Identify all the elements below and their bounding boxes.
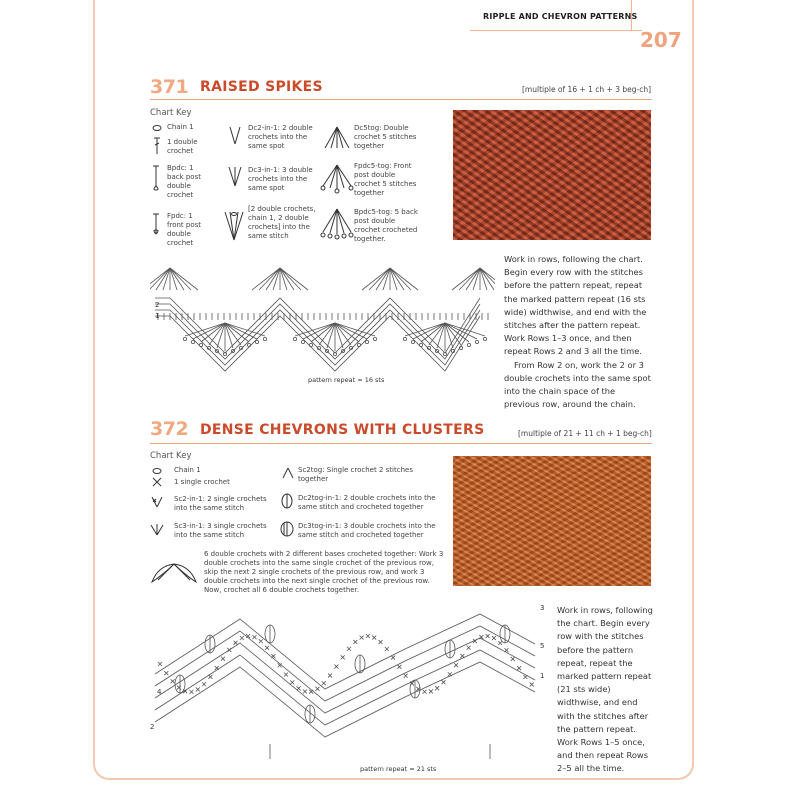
section-number: 372 xyxy=(150,418,189,440)
instruction-paragraph: Work in rows, following the chart. Begin every row with the stitches before the pattern repeat, repeat the marked pattern repeat (21 sts wide) widthwise, and end with the stitches after the pattern repeat. Work Rows 1–5 once, and then repeat Rows 2–5 all the time. xyxy=(557,605,653,774)
page-number: 207 xyxy=(640,28,682,52)
dc3tog-in-1-icon xyxy=(279,520,295,538)
sc2tog-icon xyxy=(281,466,295,480)
key-dc3tog: Dc3tog-in-1: 3 double crochets into the same stitch and crocheted together xyxy=(298,522,436,539)
instructions-371 xyxy=(504,253,652,411)
stitch-multiple: [multiple of 21 + 11 ch + 1 beg-ch] xyxy=(518,429,652,438)
dense-chevrons-swatch-photo xyxy=(453,456,651,586)
sc2-in-1-icon xyxy=(150,494,164,508)
key-dc: 1 double crochet xyxy=(167,138,198,155)
section-rule xyxy=(150,99,652,100)
key-dc3in1: Dc3-in-1: 3 double crochets into the same spot xyxy=(248,166,313,192)
key-dc-chain: [2 double crochets, chain 1, 2 double crochets] into the same stitch xyxy=(248,205,316,240)
row-label: 1 xyxy=(155,312,160,320)
row-label: 5 xyxy=(540,642,545,650)
sc3-in-1-icon xyxy=(150,522,164,536)
dc-chain-shell-icon xyxy=(222,208,246,242)
bpdc5tog-icon xyxy=(320,206,354,240)
chart-key-title: Chart Key xyxy=(150,108,192,118)
key-sc2tog: Sc2tog: Single crochet 2 stitches together xyxy=(298,466,413,483)
single-crochet-icon xyxy=(151,476,163,488)
raised-spikes-swatch-photo xyxy=(453,110,651,240)
running-head: RIPPLE AND CHEVRON PATTERNS xyxy=(483,12,638,21)
key-chain: Chain 1 xyxy=(174,466,201,474)
key-dc2in1: Dc2-in-1: 2 double crochets into the same spot xyxy=(248,124,313,150)
section-title: DENSE CHEVRONS WITH CLUSTERS xyxy=(200,422,485,438)
back-post-dc-icon xyxy=(149,164,163,192)
key-sc3in1: Sc3-in-1: 3 single crochets into the same stitch xyxy=(174,522,267,539)
row-label: 4 xyxy=(157,688,162,696)
running-head-rule xyxy=(470,30,642,31)
section-number: 371 xyxy=(150,76,189,98)
fpdc5tog-icon xyxy=(320,162,354,194)
section-rule xyxy=(150,443,652,444)
key-cluster: 6 double crochets with 2 different bases crocheted together: Work 3 double crochets into the same single crochet of the previous row, skip the next 2 single crochets of the previous row, and work 3 double crochets into the next single crochet of the previous row. Now, crochet all 6 double crochets together. xyxy=(204,550,444,594)
key-bpdc: Bpdc: 1 back post double crochet xyxy=(167,164,201,199)
stitch-multiple: [multiple of 16 + 1 ch + 3 beg-ch] xyxy=(522,85,652,94)
key-dc2tog: Dc2tog-in-1: 2 double crochets into the same stitch and crocheted together xyxy=(298,494,436,511)
pattern-repeat-label: pattern repeat = 16 sts xyxy=(308,376,385,384)
double-crochet-icon xyxy=(151,136,163,156)
section-title: RAISED SPIKES xyxy=(200,79,323,95)
chain-icon xyxy=(151,124,163,132)
instruction-paragraph: Work in rows, following the chart. Begin every row with the stitches before the pattern repeat, repeat the marked pattern repeat (16 sts wide) widthwise, and end with the stitches after the pattern repeat. Work Rows 1–3 once, and then repeat Rows 2 and 3 all the time. xyxy=(504,254,647,357)
row-label: 2 xyxy=(155,301,160,309)
chain-icon xyxy=(151,467,163,475)
instruction-paragraph: From Row 2 on, work the 2 or 3 double crochets into the same spot into the chain space of the previous row, around the chain. xyxy=(504,359,651,410)
dc3-in-1-icon xyxy=(226,164,244,188)
front-post-dc-icon xyxy=(149,212,163,240)
cluster-icon xyxy=(148,560,200,588)
chart-key-title: Chart Key xyxy=(150,451,192,461)
row-label: 1 xyxy=(540,672,545,680)
key-fpdc5tog: Fpdc5-tog: Front post double crochet 5 stitches together xyxy=(354,162,417,197)
key-bpdc5tog: Bpdc5-tog: 5 back post double crochet crocheted together. xyxy=(354,208,418,243)
dense-chevrons-chart xyxy=(150,604,550,764)
dc2-in-1-icon xyxy=(226,124,244,146)
raised-spikes-chart xyxy=(150,258,495,378)
pattern-repeat-label: pattern repeat = 21 sts xyxy=(360,765,437,773)
key-sc2in1: Sc2-in-1: 2 single crochets into the same stitch xyxy=(174,495,267,512)
key-fpdc: Fpdc: 1 front post double crochet xyxy=(167,212,201,247)
key-dc5tog: Dc5tog: Double crochet 5 stitches together xyxy=(354,124,417,150)
key-chain: Chain 1 xyxy=(167,123,194,131)
key-sc: 1 single crochet xyxy=(174,478,230,486)
dc2tog-in-1-icon xyxy=(279,492,295,510)
instructions-372 xyxy=(557,604,655,776)
row-label: 2 xyxy=(150,723,155,731)
dc5tog-icon xyxy=(322,124,352,150)
row-label: 3 xyxy=(540,604,545,612)
